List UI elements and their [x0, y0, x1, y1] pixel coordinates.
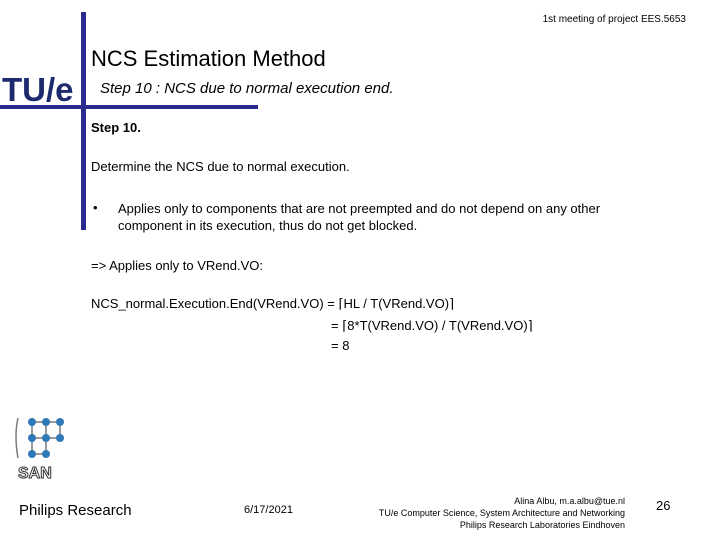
author-line-1: Alina Albu, m.a.albu@tue.nl — [514, 496, 625, 506]
implication-text: => Applies only to VRend.VO: — [91, 258, 263, 273]
bullet-text — [118, 200, 678, 234]
header-vertical-bar — [81, 12, 86, 230]
equation-line-2: = ⌈8*T(VRend.VO) / T(VRend.VO)⌉ — [331, 318, 533, 333]
bullet-marker: • — [93, 200, 98, 215]
page-number: 26 — [656, 498, 671, 513]
san-logo-text: SAN — [18, 465, 52, 482]
meeting-label: 1st meeting of project EES.5653 — [542, 14, 686, 25]
equation-line-3: = 8 — [331, 338, 350, 353]
author-block — [340, 495, 625, 531]
tue-logo-text: TU/e — [2, 71, 74, 106]
author-line-2: TU/e Computer Science, System Architecture and Networking — [378, 508, 625, 518]
equation-line-1: NCS_normal.Execution.End(VRend.VO) = ⌈HL / T(VRend.VO)⌉ — [91, 296, 455, 311]
slide-subtitle: Step 10 : NCS due to normal execution end. — [100, 80, 394, 97]
step-heading: Step 10. — [91, 120, 141, 135]
author-line-3: Philips Research Laboratories Eindhoven — [459, 520, 625, 530]
intro-text: Determine the NCS due to normal execution. — [91, 159, 350, 174]
san-logo — [12, 410, 74, 482]
slide-title: NCS Estimation Method — [91, 46, 326, 71]
bullet-line-2: component in its execution, thus do not get blocked. — [118, 218, 418, 233]
tue-logo — [2, 70, 82, 106]
bullet-line-1: Applies only to components that are not preempted and do not depend on any other — [118, 201, 601, 216]
slide-date: 6/17/2021 — [244, 504, 293, 516]
company-name: Philips Research — [19, 502, 132, 519]
